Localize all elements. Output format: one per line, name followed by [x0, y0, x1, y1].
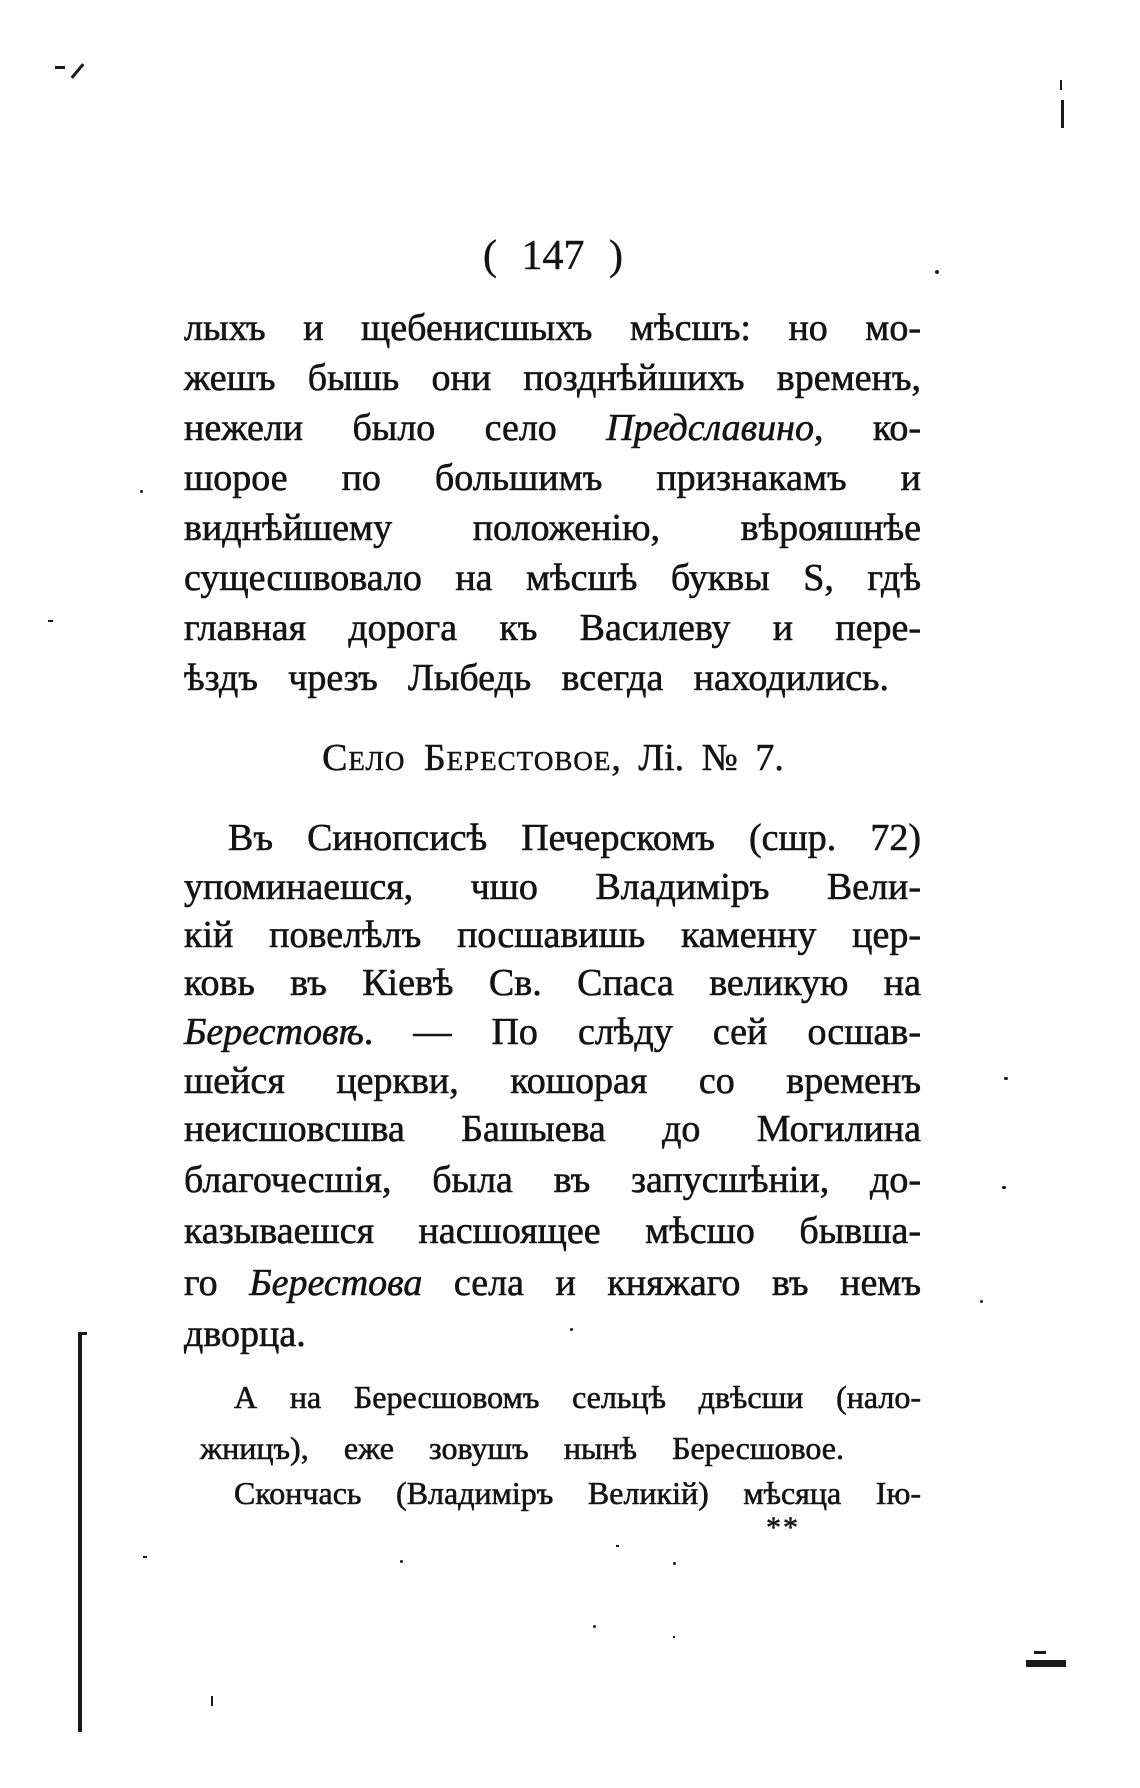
paragraph-line: ковь въ Кіевѣ Св. Спаса великую на	[184, 962, 921, 1004]
text-segment: нежели было село	[184, 407, 607, 449]
paragraph-line: казываешся насшоящее мѣсшо бывша-	[184, 1210, 921, 1252]
paragraph-line	[184, 1007, 921, 1057]
scan-speck	[980, 1300, 983, 1303]
text-segment: , ко-	[813, 407, 922, 449]
paragraph-line: дворца.	[184, 1313, 306, 1355]
paragraph-line	[184, 1258, 921, 1308]
catchword: **	[766, 1511, 800, 1544]
scan-speck	[593, 1625, 596, 1628]
scan-mark	[71, 63, 85, 79]
paragraph-line: жешъ бышь они позднѣйшихъ временъ,	[184, 357, 921, 399]
scan-speck	[673, 1636, 675, 1638]
scan-mark	[1060, 80, 1062, 90]
paragraph-line: кій повелѣлъ посшавишь каменну цер-	[184, 914, 921, 956]
page-number: ( 147 )	[483, 233, 623, 279]
final-line: Скончась (Владиміръ Великій) мѣсяца Ію-	[234, 1475, 921, 1511]
quotation-line: жницъ), еже зовушъ нынѣ Бересшовое.	[200, 1430, 844, 1466]
paragraph-line: лыхъ и щебенисшыхъ мѣсшъ: но мо-	[184, 307, 921, 349]
scan-speck	[570, 1328, 573, 1331]
scan-speck	[616, 1545, 619, 1547]
paragraph-line: упоминаешся, чшо Владиміръ Вели-	[184, 866, 921, 908]
section-reference: , Лі. № 7.	[611, 737, 784, 779]
paragraph-line: виднѣйшему положенію, вѣрояшнѣе	[184, 507, 921, 549]
paragraph-line: неисшовсшва Башыева до Могилина	[184, 1108, 921, 1150]
paragraph-line: ѣздъ чрезъ Лыбедь всегда находились.	[184, 657, 889, 699]
paragraph-line: шорое по большимъ признакамъ и	[184, 457, 921, 499]
scan-speck	[673, 1562, 676, 1565]
scan-mark	[1026, 1660, 1066, 1667]
paragraph-line: благочесшія, была въ запусшѣніи, до-	[184, 1159, 921, 1201]
scan-speck	[400, 1560, 403, 1563]
paragraph-line: шейся церкви, кошорая со временъ	[184, 1060, 921, 1102]
paragraph-line	[184, 403, 921, 453]
scan-speck	[140, 490, 143, 493]
section-title: Село Берестовое	[322, 737, 612, 779]
scan-mark	[211, 1696, 213, 1706]
scan-mark	[1061, 100, 1064, 128]
quotation-line: А на Бересшовомъ сельцѣ двѣсши (нало-	[234, 1379, 921, 1415]
text-segment: го	[184, 1262, 250, 1304]
left-edge-line	[78, 1332, 82, 1732]
scan-speck	[935, 270, 939, 274]
italic-place-name: Берестовѣ	[184, 1011, 364, 1053]
italic-place-name: Предславино	[606, 407, 814, 449]
scan-speck	[1004, 1077, 1008, 1080]
section-heading	[253, 733, 853, 783]
scan-mark	[55, 66, 65, 69]
scan-speck	[48, 620, 53, 622]
text-segment: села и княжаго въ немъ	[422, 1262, 922, 1304]
scan-speck	[1002, 1186, 1006, 1189]
paragraph-line: главная дорога къ Василеву и пере-	[184, 607, 921, 649]
text-segment: . — По слѣду сей осшав-	[363, 1011, 921, 1053]
scan-speck	[143, 1556, 147, 1558]
paragraph-line: Въ Синопсисѣ Печерскомъ (сшр. 72)	[228, 817, 921, 859]
scan-mark	[1034, 1651, 1046, 1654]
paragraph-line: сущесшвовало на мѣсшѣ буквы S, гдѣ	[184, 557, 921, 599]
italic-place-name: Берестова	[249, 1262, 423, 1304]
left-edge-line	[78, 1332, 87, 1335]
